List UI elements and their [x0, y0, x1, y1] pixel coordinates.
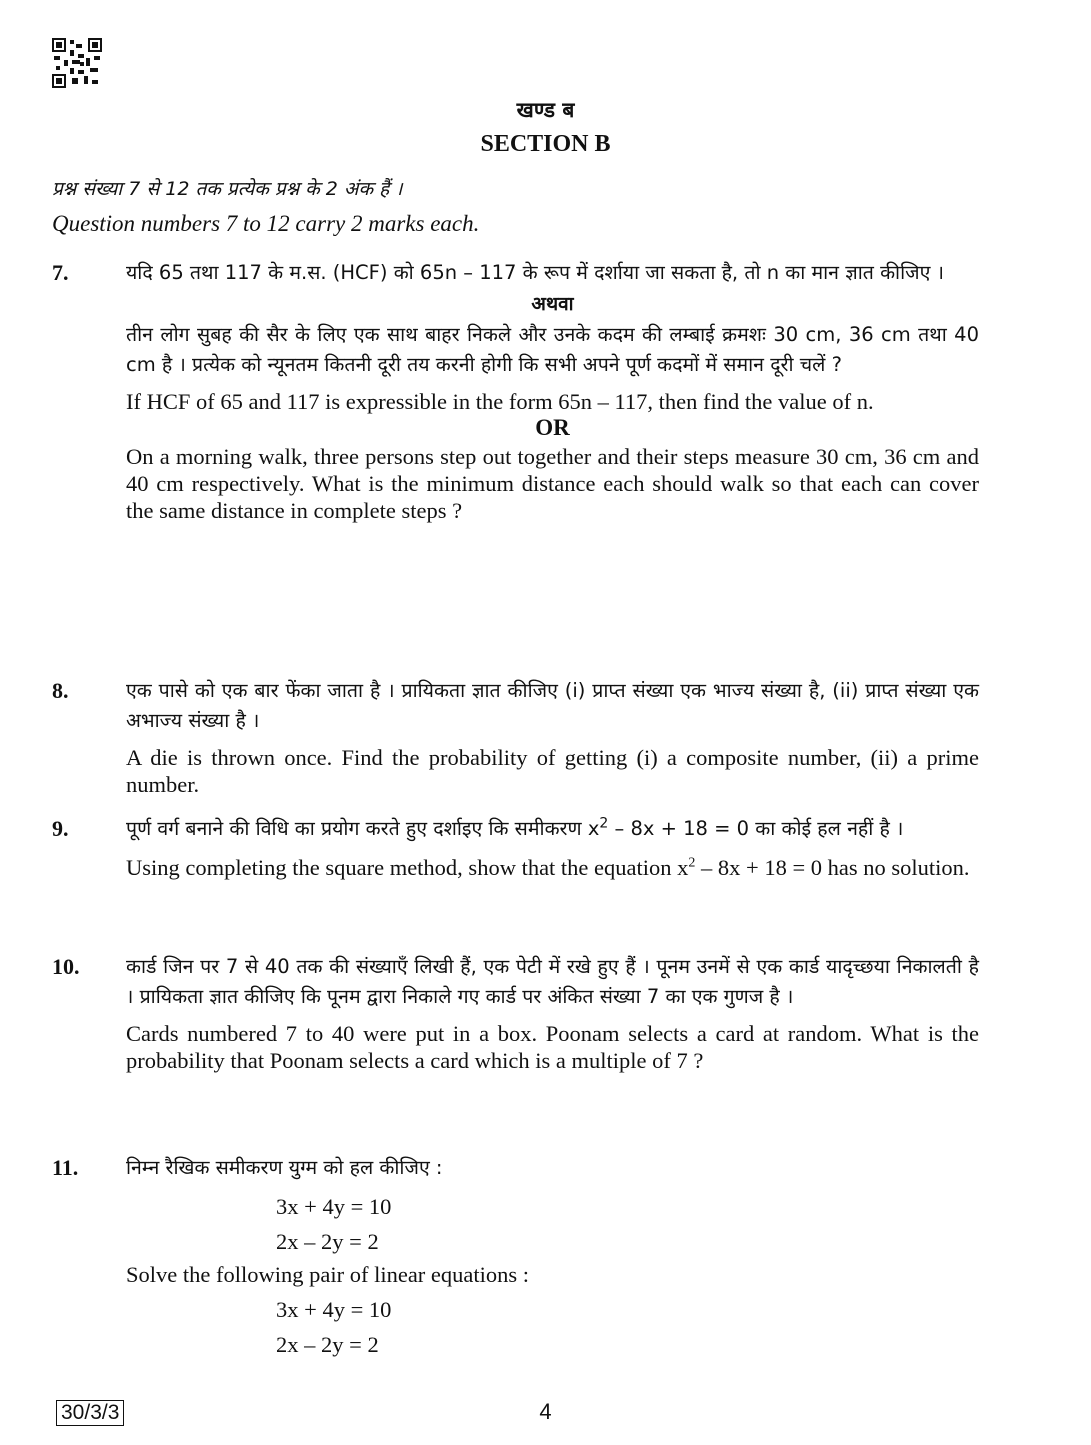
section-instruction-hindi: प्रश्न संख्या 7 से 12 तक प्रत्येक प्रश्न के 2 अंक हैं ।: [52, 178, 403, 200]
question-text: A die is thrown once. Find the probability of getting (i) a composite number, (ii) a prime number.: [126, 745, 979, 797]
question-text: If HCF of 65 and 117 is expressible in the form 65n – 117, then find the value of n.: [126, 389, 874, 414]
exponent: 2: [688, 855, 696, 871]
text-part: पूर्ण वर्ग बनाने की विधि का प्रयोग करते हुए दर्शाइए कि समीकरण x: [126, 817, 600, 840]
question-text-hindi: कार्ड जिन पर 7 से 40 तक की संख्याएँ लिखी हैं, एक पेटी में रखे हुए हैं । पूनम उनमें से एक कार्ड यादृच्छया निकालती है । प्रायिकता ज्ञात कीजिए कि पूनम द्वारा निकाले गए कार्ड पर अंकित संख्या 7 का एक गुणज है ।: [126, 955, 979, 1008]
paper-code: 30/3/3: [56, 1400, 124, 1426]
equation: 2x – 2y = 2: [276, 1229, 379, 1254]
question-text-hindi: [126, 814, 979, 844]
question-body: [126, 952, 979, 1074]
question-body: [126, 676, 979, 798]
question-text: [126, 854, 979, 881]
qr-code-icon: [52, 38, 102, 88]
page-number: 4: [539, 1399, 552, 1424]
section-title: SECTION B: [480, 131, 611, 157]
section-instruction: Question numbers 7 to 12 carry 2 marks each.: [52, 211, 480, 236]
or-divider-hindi: अथवा: [531, 293, 574, 315]
question-number: 8.: [52, 678, 69, 703]
question-text-hindi: यदि 65 तथा 117 के म.स. (HCF) को 65n – 117 के रूप में दर्शाया जा सकता है, तो n का मान ज्ञात कीजिए ।: [126, 261, 944, 284]
text-part: Using completing the square method, show that the equation x: [126, 855, 689, 880]
section-title-hindi: खण्ड ब: [516, 98, 575, 122]
equation: 3x + 4y = 10: [276, 1194, 392, 1219]
question-text-hindi: निम्न रैखिक समीकरण युग्म को हल कीजिए :: [126, 1156, 443, 1179]
equation: 2x – 2y = 2: [276, 1332, 379, 1357]
question-text: Solve the following pair of linear equations :: [126, 1262, 530, 1287]
text-part: – 8x + 18 = 0 has no solution.: [695, 855, 970, 880]
alternative-question: On a morning walk, three persons step out together and their steps measure 30 cm, 36 cm and 40 cm respectively. What is the minimum distance each should walk so that each can cover the same distance in complete steps ?: [126, 444, 979, 523]
equation: 3x + 4y = 10: [276, 1297, 392, 1322]
question-number: 9.: [52, 816, 69, 841]
question-body: [126, 258, 979, 524]
exponent: 2: [599, 815, 609, 832]
question-text: Cards numbered 7 to 40 were put in a box. Poonam selects a card at random. What is the probability that Poonam selects a card which is a multiple of 7 ?: [126, 1021, 979, 1073]
text-part: – 8x + 18 = 0 का कोई हल नहीं है ।: [608, 817, 904, 840]
question-number: 7.: [52, 260, 69, 285]
alternative-question-hindi: तीन लोग सुबह की सैर के लिए एक साथ बाहर निकले और उनके कदम की लम्बाई क्रमशः 30 cm, 36 cm तथा 40 cm है । प्रत्येक को न्यूनतम कितनी दूरी तय करनी होगी कि सभी अपने पूर्ण कदमों में समान दूरी चलें ?: [126, 323, 979, 376]
or-divider: OR: [535, 415, 570, 440]
question-number: 11.: [52, 1155, 79, 1180]
question-text-hindi: एक पासे को एक बार फेंका जाता है । प्रायिकता ज्ञात कीजिए (i) प्राप्त संख्या एक भाज्य संख्या है, (ii) प्राप्त संख्या एक अभाज्य संख्या है ।: [126, 679, 979, 732]
question-body: [126, 1153, 979, 1362]
question-number: 10.: [52, 954, 80, 979]
question-body: [126, 814, 979, 881]
